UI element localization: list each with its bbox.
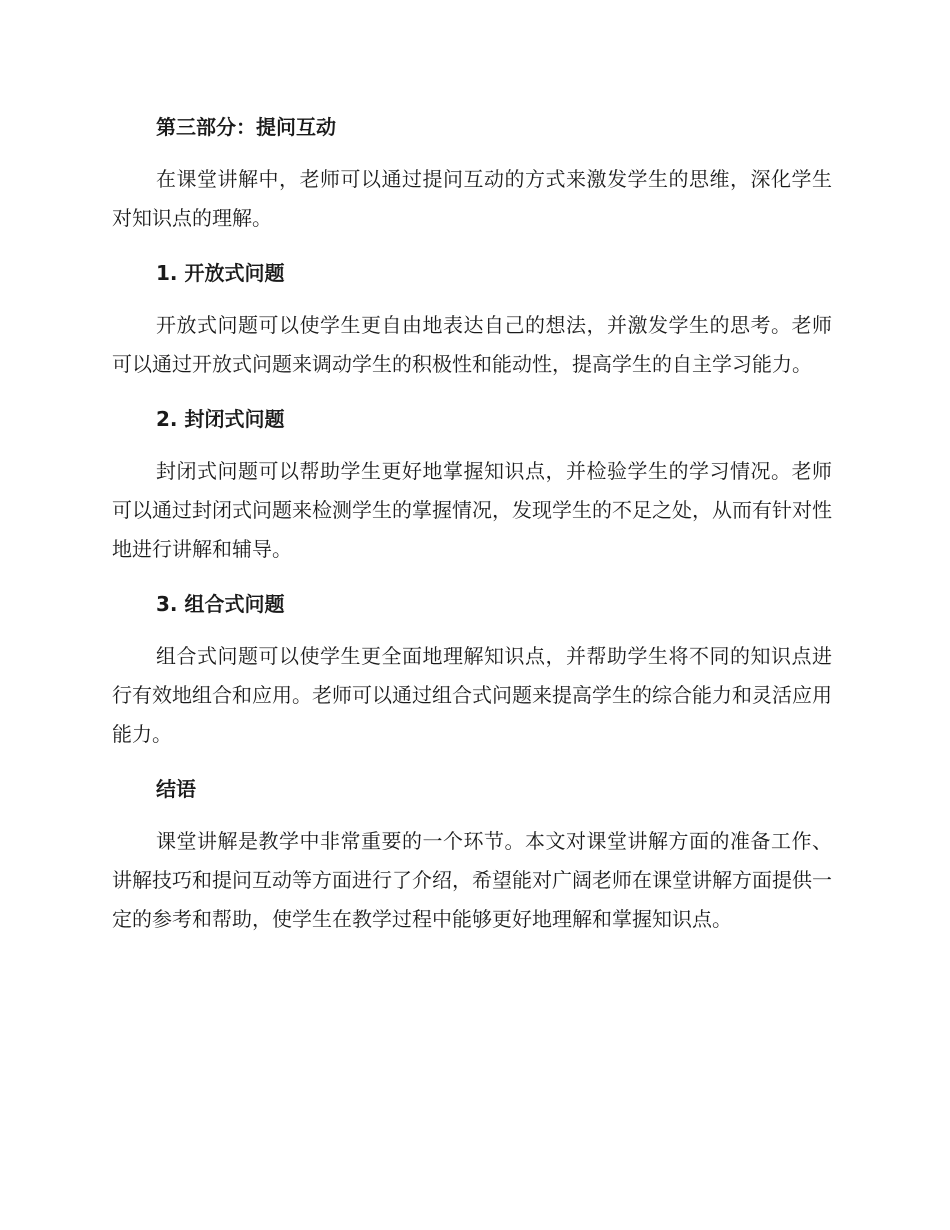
paragraph-combined-questions: 组合式问题可以使学生更全面地理解知识点，并帮助学生将不同的知识点进行有效地组合和应用。老师可以通过组合式问题来提高学生的综合能力和灵活应用能力。 [112, 644, 832, 746]
section-heading-closed-questions: 2. 封闭式问题 [156, 407, 285, 431]
document-body [112, 108, 832, 939]
section-heading-combined-questions: 3. 组合式问题 [156, 592, 285, 616]
paragraph-part3-intro: 在课堂讲解中，老师可以通过提问互动的方式来激发学生的思维，深化学生对知识点的理解。 [112, 167, 832, 230]
section-heading-open-questions: 1. 开放式问题 [156, 261, 285, 285]
paragraph-open-questions: 开放式问题可以使学生更自由地表达自己的想法，并激发学生的思考。老师可以通过开放式问题来调动学生的积极性和能动性，提高学生的自主学习能力。 [112, 313, 832, 376]
paragraph-closed-questions: 封闭式问题可以帮助学生更好地掌握知识点，并检验学生的学习情况。老师可以通过封闭式问题来检测学生的掌握情况，发现学生的不足之处，从而有针对性地进行讲解和辅导。 [112, 459, 832, 561]
section-heading-part3: 第三部分：提问互动 [156, 115, 336, 139]
paragraph-conclusion: 课堂讲解是教学中非常重要的一个环节。本文对课堂讲解方面的准备工作、讲解技巧和提问互动等方面进行了介绍，希望能对广阔老师在课堂讲解方面提供一定的参考和帮助，使学生在教学过程中能够更好地理解和掌握知识点。 [112, 829, 832, 931]
section-heading-conclusion: 结语 [156, 777, 196, 801]
